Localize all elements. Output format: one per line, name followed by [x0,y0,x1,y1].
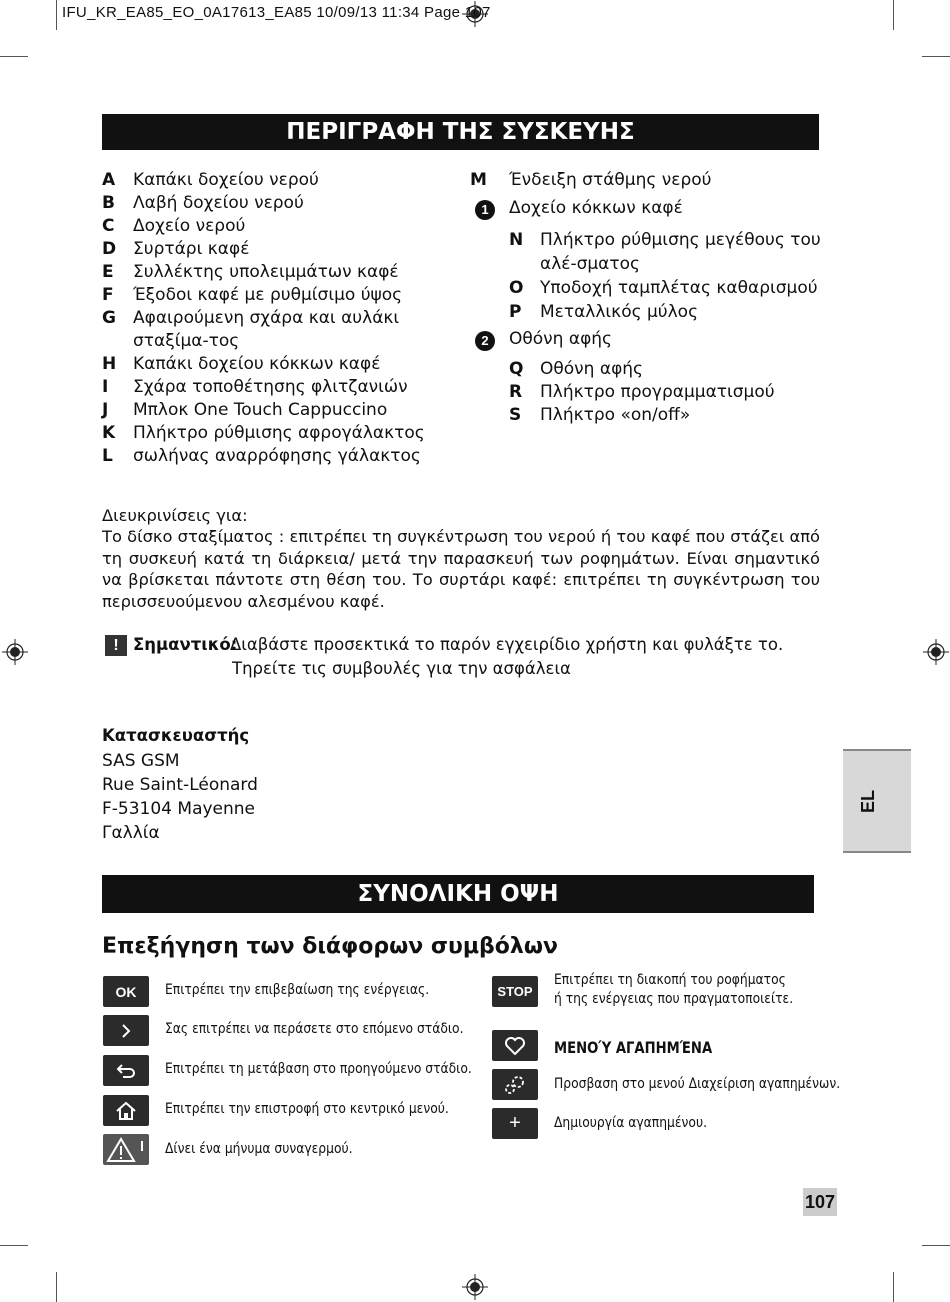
next-arrow-icon [103,1015,149,1046]
important-line2: Τηρείτε τις συμβουλές για την ασφάλεια [232,659,571,678]
gears-icon [492,1069,538,1100]
item-text: Σχάρα τοποθέτησης φλιτζανιών [133,377,408,397]
item-key: B [102,193,115,213]
list-item [509,404,821,427]
plus-label: + [509,1112,521,1134]
crop-mark [56,1272,57,1302]
manufacturer-address [102,749,258,845]
item-text: Μπλοκ One Touch Cappuccino [133,400,388,420]
list-item [470,169,825,192]
list-item [509,300,821,324]
item-key: M [470,170,487,190]
list-item [102,284,447,307]
address-line: F-53104 Mayenne [102,799,256,819]
address-line: SAS GSM [102,751,180,771]
list-item [102,376,447,399]
address-line: Γαλλία [102,823,160,843]
list-item [509,358,821,381]
group-title: Δοχείο κόκκων καφέ [509,198,683,218]
item-text: Πλήκτρο «on/off» [540,405,691,425]
list-item [102,215,447,238]
clarifications-heading: Διευκρινίσεις για: [102,506,248,525]
stop-label: STOP [497,984,533,999]
list-item [102,353,447,376]
item-key: A [102,170,116,190]
registration-mark-icon [923,639,949,665]
warning-icon [103,1134,149,1165]
list-item [509,228,821,276]
item-key: I [102,377,109,397]
item-key: K [102,423,116,443]
parts-list-right [470,169,825,192]
item-text: Ένδειξη στάθμης νερού [509,170,712,190]
crop-mark [893,1272,894,1302]
section-title: ΠΕΡΙΓΡΑΦΗ ΤΗΣ ΣΥΣΚΕΥΗΣ [102,114,819,150]
item-text: Καπάκι δοχείου κόκκων καφέ [133,354,381,374]
item-text: Πλήκτρο ρύθμισης αφρογάλακτος [133,423,425,443]
list-item [102,238,447,261]
parts-list-left [102,169,447,468]
group1-list [509,228,821,324]
item-key: Q [509,359,524,379]
back-arrow-icon [103,1055,149,1086]
item-key: H [102,354,117,374]
item-key: P [509,302,522,322]
symbol-description: Επιτρέπει την επιβεβαίωση της ενέργειας. [165,982,430,998]
item-key: F [102,285,114,305]
list-item [102,445,447,468]
list-item [102,422,447,445]
item-key: L [102,446,113,466]
list-item [102,399,447,422]
symbol-description: Δημιουργία αγαπημένου. [554,1115,708,1131]
item-text: Οθόνη αφής [540,359,644,379]
crop-mark [0,56,28,57]
important-line1: Διαβάστε προσεκτικά το παρόν εγχειρίδιο χρήστη και φυλάξτε το. [230,635,784,654]
crop-mark [893,0,894,30]
symbol-description: Δίνει ένα μήνυμα συναγερμού. [165,1141,353,1157]
symbols-subtitle: Επεξήγηση των διάφορων συμβόλων [102,934,558,959]
item-text: Καπάκι δοχείου νερού [133,170,319,190]
item-text: Συλλέκτης υπολειμμάτων καφέ [133,262,399,282]
item-key: R [509,382,523,402]
item-text: Πλήκτρο ρύθμισης μεγέθους του αλέ-σματος [540,230,821,274]
section-title: ΣΥΝΟΛΙΚΗ ΟΨΗ [102,875,814,913]
item-text: σωλήνας αναρρόφησης γάλακτος [133,446,421,466]
item-key: G [102,308,116,328]
symbol-description: Επιτρέπει τη διακοπή του ροφήματος [554,972,786,988]
crop-mark [56,0,57,30]
language-code: EL [858,789,879,814]
list-item [102,261,447,284]
item-text: Υποδοχή ταμπλέτας καθαρισμού [540,278,818,298]
symbol-description: Σας επιτρέπει να περάσετε στο επόμενο στάδιο. [165,1021,464,1037]
clarifications-body: Το δίσκο σταξίματος : επιτρέπει τη συγκέντρωση του νερού ή του καφέ που στάζει από τη συσκευή κατά τη διάρκεια/ μετά την παρασκευή των ροφημάτων. Είναι σημαντικό να βρίσκεται πάντοτε στη θέση του. Το συρτάρι καφέ: επιτρέπει τη συγκέντρωση του περισσευούμενου αλεσμένου καφέ. [102,527,820,611]
callout-number-2: 2 [475,331,495,351]
crop-mark [922,1245,950,1246]
item-key: E [102,262,114,282]
ok-icon [103,976,149,1007]
item-key: J [102,400,109,420]
item-text: Συρτάρι καφέ [133,239,250,259]
item-text: Λαβή δοχείου νερού [133,193,304,213]
registration-mark-icon [2,639,28,665]
crop-mark [0,1245,28,1246]
symbol-description: Επιτρέπει τη μετάβαση στο προηγούμενο στάδιο. [165,1061,472,1077]
stop-icon [492,976,538,1007]
symbol-description: Προσβαση στο μενού Διαχείριση αγαπημένων. [554,1076,841,1092]
item-key: D [102,239,117,259]
plus-icon [492,1108,538,1139]
symbol-description: Επιτρέπει την επιστροφή στο κεντρικό μενού. [165,1101,449,1117]
item-key: O [509,278,524,298]
list-item [509,381,821,404]
heart-icon [492,1030,538,1061]
list-item [102,307,447,353]
item-text: Αφαιρούμενη σχάρα και αυλάκι σταξίμα-τος [133,308,400,351]
home-icon [103,1095,149,1126]
address-line: Rue Saint-Léonard [102,775,258,795]
group2-list [509,358,821,427]
item-text: Δοχείο νερού [133,216,246,236]
item-text: Μεταλλικός μύλος [540,302,699,322]
item-text: Πλήκτρο προγραμματισμού [540,382,775,402]
item-text: Έξοδοι καφέ με ρυθμίσιμο ύψος [133,285,403,305]
list-item [509,276,821,300]
group-title: Οθόνη αφής [509,329,613,349]
print-header: IFU_KR_EA85_EO_0A17613_EA85 10/09/13 11:34 Page 107 [62,4,491,21]
ok-label: OK [115,983,137,1000]
exclamation-icon: ! [105,635,127,656]
symbol-description: ή της ενέργειας που πραγματοποιείτε. [554,991,794,1007]
manufacturer-heading: Κατασκευαστής [102,726,250,745]
item-key: N [509,230,524,250]
list-item [102,192,447,215]
favorites-heading: ΜΕΝΟΎ ΑΓΑΠΗΜΈΝΑ [554,1039,713,1057]
language-tab [843,749,911,853]
list-item [102,169,447,192]
registration-mark-icon [462,1274,488,1300]
item-key: C [102,216,115,236]
page-number: 107 [803,1188,837,1216]
callout-number-1: 1 [475,200,495,220]
item-key: S [509,405,522,425]
crop-mark [922,56,950,57]
important-label: Σημαντικό: [133,635,238,654]
